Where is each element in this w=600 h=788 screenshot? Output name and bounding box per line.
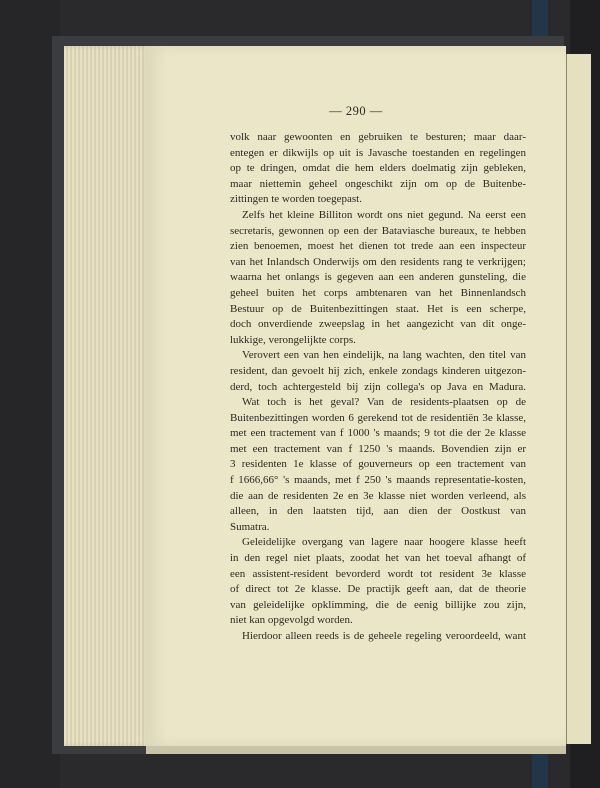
page-edges: [64, 46, 150, 746]
text-line: Sumatra.: [230, 520, 270, 533]
text-line: volk naar gewoonten en gebruiken te besturen; maar daar-: [230, 131, 526, 143]
text-line: die aan de residenten 2e en 3e klasse niet worden verleend, als: [230, 489, 526, 502]
text-line: Bestuur op de Buitenbezittingen staat. Het is een scherpe,: [230, 302, 526, 315]
page-number: — 290 —: [329, 104, 383, 118]
text-line: Wat toch is het geval? Van de residents-plaatsen op de: [242, 396, 526, 409]
text-line: doch onverdiende zweepslag in het aangezicht van dit onge-: [230, 318, 526, 331]
text-line: secretaris, gewonnen op een der Bataviasche bureaux, te hebben: [230, 224, 526, 237]
text-line: met een tractement van f 1250 's maands. Bovendien zijn er: [230, 442, 526, 455]
text-line: op te dringen, omdat die hem elders doelmatig zijn gebleken,: [230, 162, 526, 175]
text-line: f 1666,66° 's maands, met f 250 's maands representatie-kosten,: [230, 474, 526, 487]
text-line: Buitenbezittingen worden 6 gerekend tot de residentiën 3e klasse,: [230, 411, 526, 424]
text-line: van geleidelijke opklimming, die de eenig billijke zou zijn,: [230, 598, 526, 611]
text-line: Zelfs het kleine Billiton wordt ons niet gegund. Na eerst een: [242, 208, 526, 221]
text-line: in den regel niet plaats, zoodat het van het toeval afhangt of: [230, 552, 526, 565]
text-line: 3 residenten 1e klasse of gouverneurs op een tractement van: [230, 458, 526, 471]
text-line: Verovert een van hen eindelijk, na lang wachten, den titel van: [242, 349, 526, 362]
text-line: een assistent-resident bevorderd wordt tot resident 3e klasse: [230, 567, 526, 580]
text-line: Hierdoor alleen reeds is de geheele regeling veroordeeld, want: [242, 630, 526, 642]
text-line: lukkige, verongelijkte corps.: [230, 333, 356, 346]
text-line: entegen er dikwijls op uit is Javasche toestanden en regelingen: [230, 146, 526, 159]
text-line: alleen, in den laatsten tijd, aan dien der Oostkust van: [230, 505, 526, 518]
text-line: Geleidelijke overgang van lagere naar hoogere klasse heeft: [242, 536, 526, 549]
text-line: waarna het onlangs is gegeven aan een anderen gunsteling, die: [230, 271, 526, 284]
facing-page-edge: [566, 54, 591, 744]
text-line: zien benoemen, moest het dienen tot trede aan een inspecteur: [230, 240, 526, 253]
text-line: met een tractement van f 1000 's maands; 9 tot die der 2e klasse: [230, 427, 526, 440]
text-line: van het Inlandsch Onderwijs om den residents rang te verkrijgen;: [230, 255, 526, 268]
text-line: maar niettemin geheel ongeschikt zijn om op de Buitenbe-: [230, 177, 526, 190]
backdrop-left: [0, 0, 60, 788]
text-line: resident, dan gevoelt hij zich, enkele zondags kinderen uitgezon-: [230, 364, 526, 377]
body-text: [230, 130, 526, 645]
text-line: derd, toch achtergesteld bij zijn collega's op Java en Madura.: [230, 380, 526, 393]
text-line: niet kan opgevolgd worden.: [230, 614, 353, 627]
text-line: zittingen te worden toegepast.: [230, 193, 362, 206]
text-line: of direct tot 2e klasse. De practijk geeft aan, dat de theorie: [230, 583, 526, 596]
text-line: geheel buiten het corps ambtenaren van het Binnenlandsch: [230, 286, 526, 299]
